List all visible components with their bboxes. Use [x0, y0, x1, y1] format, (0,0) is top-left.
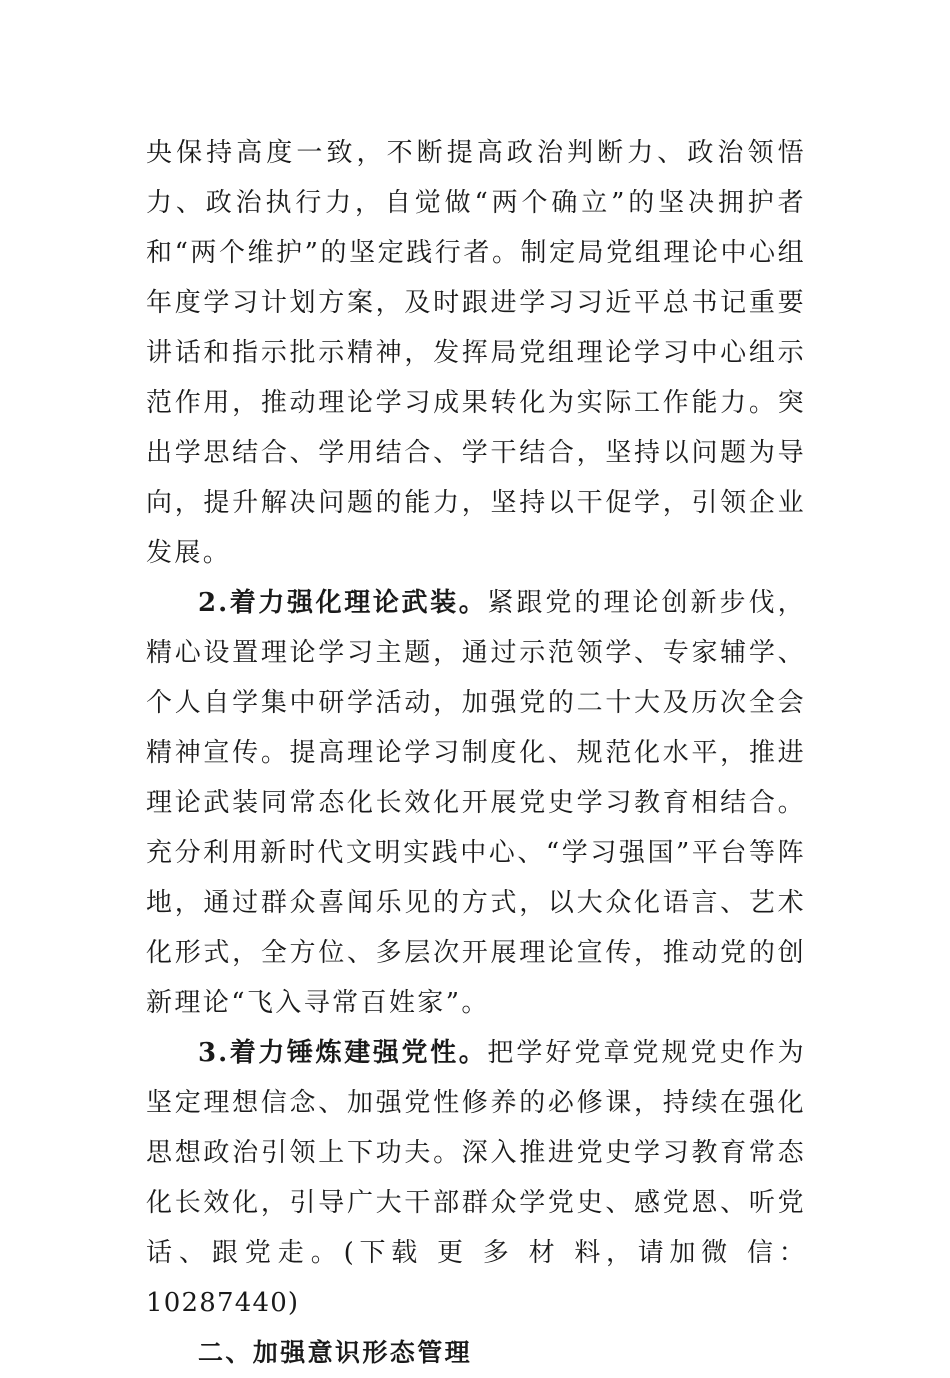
- paragraph-2: [146, 578, 806, 1028]
- paragraph-2-title: 2.着力强化理论武装。: [198, 588, 488, 618]
- paragraph-1: 央保持高度一致，不断提高政治判断力、政治领悟力、政治执行力，自觉做“两个确立”的坚决拥护者和“两个维护”的坚定践行者。制定局党组理论中心组年度学习计划方案，及时跟进学习习近平总书记重要讲话和指示批示精神，发挥局党组理论学习中心组示范作用，推动理论学习成果转化为实际工作能力。突出学思结合、学用结合、学干结合，坚持以问题为导向，提升解决问题的能力，坚持以干促学，引领企业发展。: [146, 138, 806, 568]
- paragraph-2-body: 紧跟党的理论创新步伐，精心设置理论学习主题，通过示范领学、专家辅学、个人自学集中研学活动，加强党的二十大及历次全会精神宣传。提高理论学习制度化、规范化水平，推进理论武装同常态化长效化开展党史学习教育相结合。充分利用新时代文明实践中心、“学习强国”平台等阵地，通过群众喜闻乐见的方式，以大众化语言、艺术化形式，全方位、多层次开展理论宣传，推动党的创新理论“飞入寻常百姓家”。: [146, 588, 806, 1018]
- paragraph-3-body: 把学好党章党规党史作为坚定理想信念、加强党性修养的必修课，持续在强化思想政治引领上下功夫。深入推进党史学习教育常态化长效化，引导广大干部群众学党史、感党恩、听党话、跟党走。: [146, 1038, 806, 1268]
- paragraph-3-tail: (下载 更 多 材 料，请加微 信：10287440): [146, 1238, 806, 1318]
- paragraph-3-title: 3.着力锤炼建强党性。: [198, 1038, 488, 1068]
- document-body: [146, 128, 806, 1378]
- paragraph-3: [146, 1028, 806, 1328]
- section-heading-2: 二、加强意识形态管理: [198, 1338, 473, 1367]
